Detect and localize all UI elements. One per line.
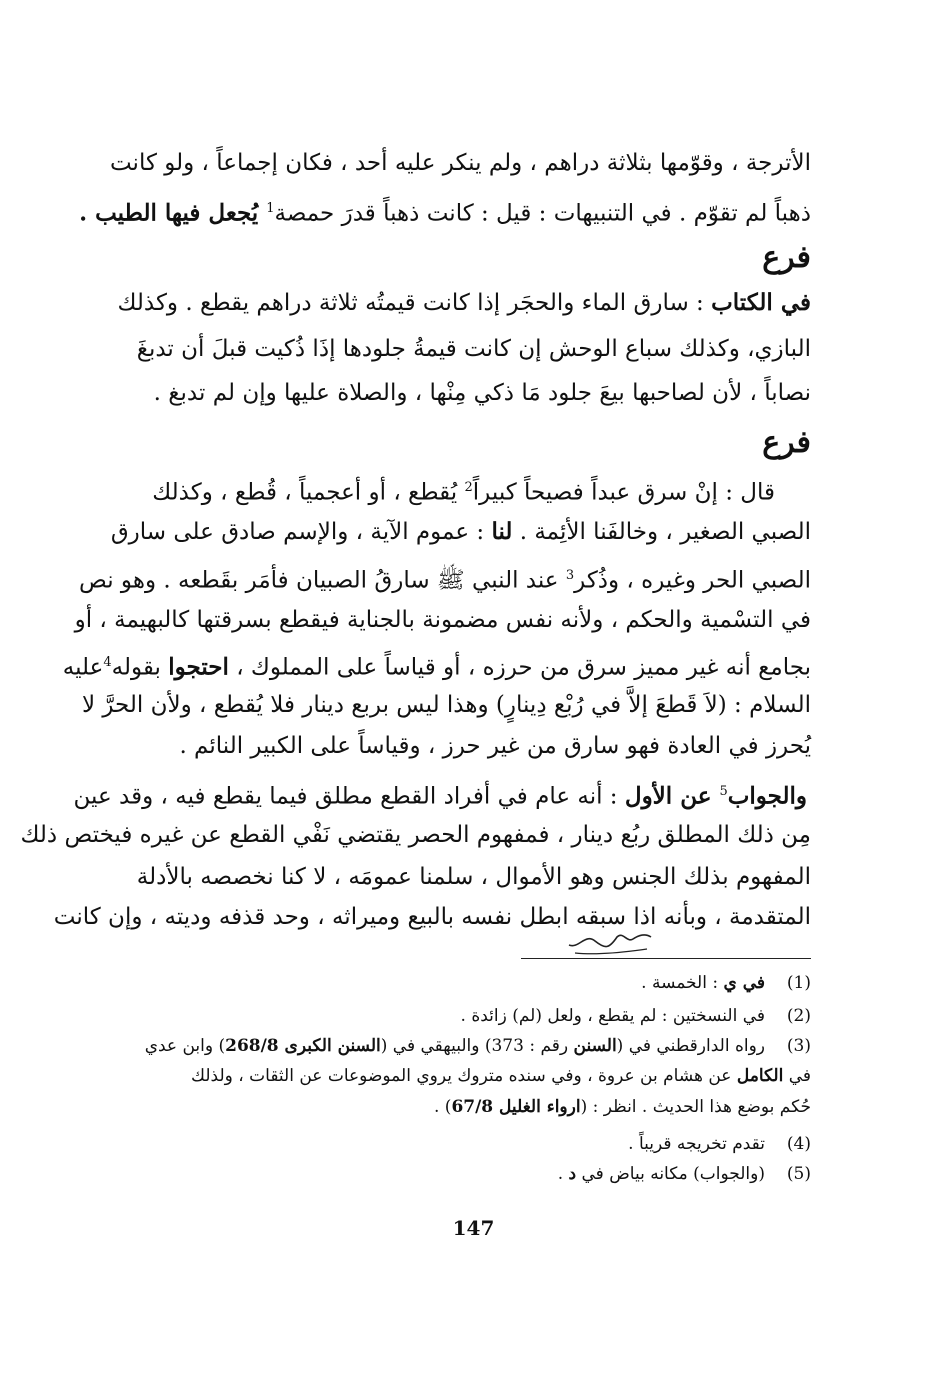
footnote-text [136, 1063, 811, 1089]
body-line [153, 378, 811, 408]
text: يُقطع ، أو أعجمياً ، قُطع ، وكذلك [152, 479, 465, 506]
body-line [73, 777, 807, 812]
text: : الخمسة . [641, 973, 724, 993]
footnote-number: (1) [786, 973, 811, 993]
footnote-text [136, 970, 765, 996]
footnote-5 [136, 1161, 811, 1187]
bold-term: د [568, 1164, 577, 1184]
text: عند النبي ﷺ سارقُ الصبيان فأمَر بقَطعه . وهو نص [79, 567, 566, 594]
text: يُحرز في العادة فهو سارق من غير حرز ، وقياساً على الكبير النائم . [179, 733, 811, 759]
footnote-text: تقدم تخريجه قريباً . [628, 1134, 765, 1154]
heading-text: فرع [762, 425, 811, 460]
footnote-number: (4) [786, 1134, 811, 1154]
text: : سارق الماء والحجَر إذا كانت قيمتُه ثلاثة دراهم يقطع . وكذلك [117, 290, 712, 316]
footnote-number: (3) [786, 1036, 811, 1056]
text: الأترجة ، وقوّمها بثلاثة دراهم ، ولم ينكر عليه أحد ، فكان إجماعاً ، ولو كانت [109, 150, 811, 176]
footnote-text: في النسختين : لم يقطع ، ولعل (لم) زائدة . [460, 1006, 765, 1026]
bold-term: لنا [491, 518, 513, 545]
footnote-ref: 5 [719, 784, 728, 799]
text: بجامع أنه غير مميز سرق من حرزه ، أو قياساً على المملوك ، [228, 654, 811, 681]
text: المتقدمة ، وبأنه اذا سبقه ابطل نفسه بالبيع وميراثه ، وحد قذفه وديته ، وإن كانت [53, 904, 811, 930]
footnote-text [136, 1094, 811, 1120]
text: . [557, 1164, 569, 1184]
bold-term: السنن الكبرى 268/8 [225, 1036, 381, 1056]
bold-term: احتجوا [168, 653, 229, 681]
text: : عموم الآية ، والإسم صادق على سارق [110, 519, 492, 545]
body-line [136, 334, 811, 364]
footnote-1 [136, 970, 811, 996]
page-number [0, 1216, 947, 1240]
text: مِن ذلك المطلق ربُع دينار ، فمفهوم الحصر يقتضي نَفْي القطع عن غيره فيختص ذلك [20, 822, 811, 848]
text: ) وابن عدي [144, 1036, 226, 1056]
footnote-3 [136, 1033, 811, 1123]
body-line [136, 862, 811, 892]
footnote-2 [136, 1003, 811, 1029]
bold-term: عن الأول [624, 782, 720, 810]
body-line [74, 605, 811, 635]
body-line [110, 517, 811, 547]
footnote-divider [521, 958, 811, 959]
text: حُكم بوضع هذا الحديث . انظر : ( [580, 1097, 811, 1117]
section-heading [762, 425, 811, 460]
page-number-text: 147 [452, 1216, 495, 1240]
text: (والجواب) مكانه بياض في [576, 1164, 765, 1184]
text: السلام : (لاَ قَطعَ إلاَّ في رُبْع دِينارٍ) وهذا ليس بربع دينار فلا يُقطع ، ولأن الحرَّ لا [81, 692, 811, 718]
bold-term: والجواب [727, 782, 807, 810]
bold-term: ارواء الغليل 67/8 [451, 1097, 581, 1117]
body-line [117, 288, 811, 318]
text: في التسْمية والحكم ، ولأنه نفس مضمونة بالجناية فيقطع بسرقتها كالبهيمة ، أو [74, 607, 811, 633]
footnote-text [136, 1033, 765, 1059]
footnote-ref: 2 [464, 480, 473, 495]
body-line [79, 194, 811, 229]
text: رقم : 373) والبيهقي في ( [380, 1036, 574, 1056]
bold-term: الكامل [736, 1066, 784, 1086]
text: بقوله [111, 654, 169, 681]
text: ذهباً لم تقوّم . في التنبيهات : قيل : كانت ذهباً قدرَ حمصة [274, 200, 811, 227]
heading-text: فرع [762, 240, 811, 275]
footnote-ref: 3 [565, 568, 575, 583]
footnote-4 [136, 1131, 811, 1157]
text: : أنه عام في أفراد القطع مطلق فيما يقطع فيه ، وقد عين [73, 783, 625, 810]
text: البازي، وكذلك سباع الوحش إن كانت قيمةُ جلودها إذَا ذُكيت قبلَ أن تدبغَ [136, 336, 811, 362]
text: ) . [433, 1097, 452, 1117]
body-line [140, 473, 775, 508]
body-line [81, 690, 811, 720]
footnote-ref: 4 [103, 655, 112, 670]
bold-term: في الكتاب [711, 289, 811, 316]
body-line [79, 561, 811, 596]
text: الصبي الصغير ، وخالفَنا الأئِمة . [512, 519, 811, 545]
body-line [53, 902, 811, 932]
body-line [179, 731, 811, 761]
handwritten-mark [565, 925, 655, 961]
text: رواه الدارقطني في ( [616, 1036, 765, 1056]
bold-term: في ي [723, 973, 765, 993]
footnote-ref: 1 [266, 201, 275, 216]
text: قال : إنْ سرق عبداً فصيحاً كبيراً [472, 479, 775, 506]
text: نصاباً ، لأن لصاحبها بيعَ جلود مَا ذكي مِنْها ، والصلاة عليها وإن لم تدبغ . [153, 380, 811, 406]
text: الصبي الحر وغيره ، وذُكر [574, 567, 811, 594]
body-line [20, 820, 811, 850]
text: يُجعل فيها الطيب . [79, 199, 267, 227]
bold-term: السنن [573, 1036, 617, 1056]
section-heading [762, 240, 811, 275]
body-line [109, 148, 811, 178]
text: في [783, 1066, 811, 1086]
footnote-text [136, 1161, 765, 1187]
text: عن هشام بن عروة ، وفي سنده متروك يروي الموضوعات عن الثقات ، ولذلك [191, 1066, 737, 1086]
footnote-number: (2) [786, 1006, 811, 1026]
body-line [62, 648, 811, 683]
footnote-number: (5) [786, 1164, 811, 1184]
text: عليه [62, 654, 104, 681]
text: المفهوم بذلك الجنس وهو الأموال ، سلمنا عمومَه ، لا كنا نخصصه بالأدلة [136, 864, 811, 890]
